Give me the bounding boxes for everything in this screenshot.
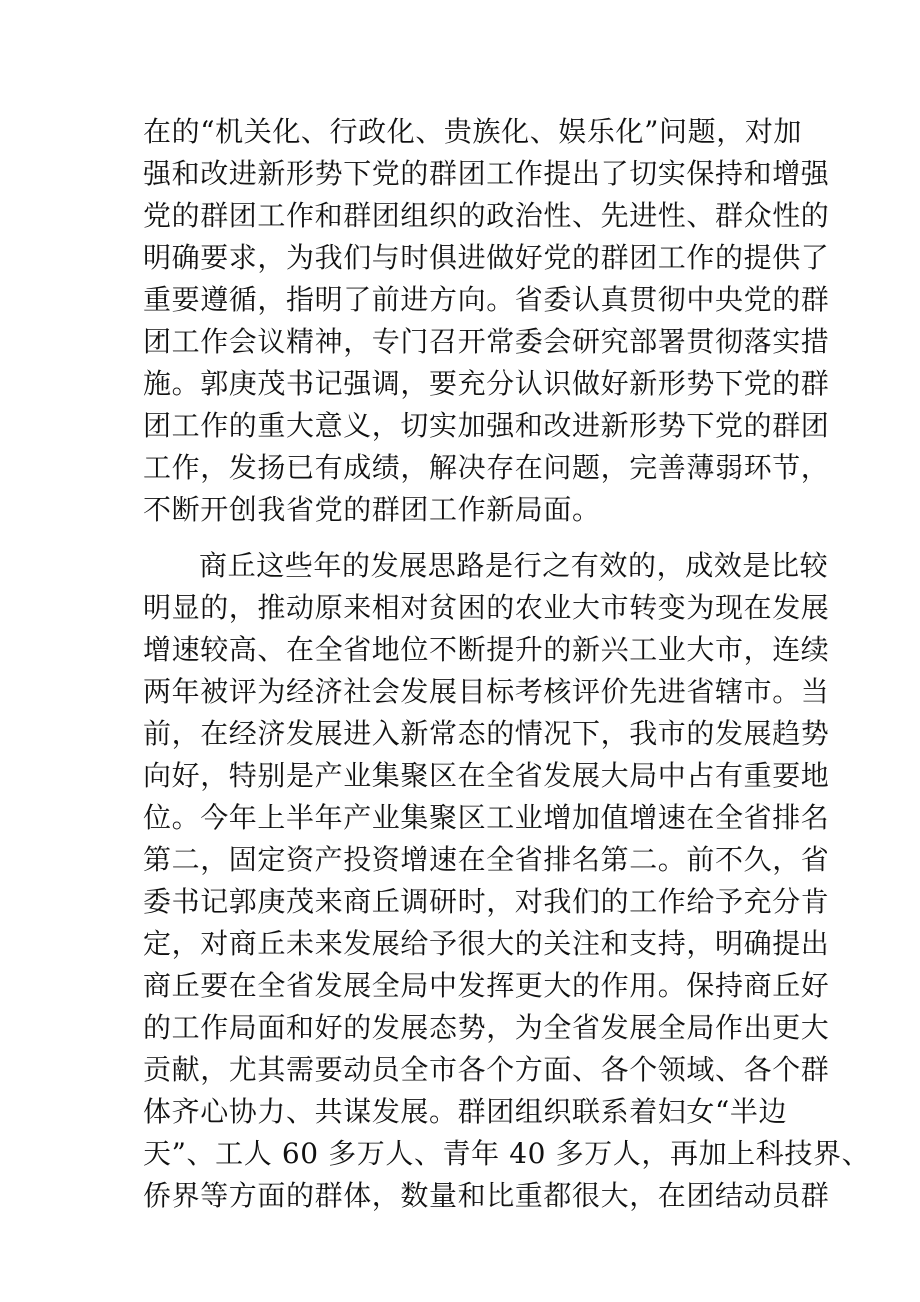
paragraph-1-line-1: 在的“机关化、行政化、贵族化、娱乐化”问题，对加 bbox=[143, 115, 803, 148]
paragraph-2-line-15: 天”、工人 60 多万人、青年 40 多万人，再加上科技界、 bbox=[143, 1137, 871, 1170]
paragraph-1-line-8: 团工作的重大意义，切实加强和改进新形势下党的群团 bbox=[143, 409, 830, 442]
paragraph-2-line-9: 委书记郭庚茂来商丘调研时，对我们的工作给予充分肯 bbox=[143, 885, 830, 918]
paragraph-1-line-6: 团工作会议精神，专门召开常委会研究部署贯彻落实措 bbox=[143, 325, 830, 358]
paragraph-2-line-11: 商丘要在全省发展全局中发挥更大的作用。保持商丘好 bbox=[143, 969, 830, 1002]
paragraph-2-line-4: 两年被评为经济社会发展目标考核评价先进省辖市。当 bbox=[143, 675, 830, 708]
paragraph-2-line-14: 体齐心协力、共谋发展。群团组织联系着妇女“半边 bbox=[143, 1095, 788, 1128]
paragraph-2-line-2: 明显的，推动原来相对贫困的农业大市转变为现在发展 bbox=[143, 591, 830, 624]
paragraph-1-line-5: 重要遵循，指明了前进方向。省委认真贯彻中央党的群 bbox=[143, 283, 830, 316]
paragraph-2-line-3: 增速较高、在全省地位不断提升的新兴工业大市，连续 bbox=[143, 633, 830, 666]
paragraph-1-line-7: 施。郭庚茂书记强调，要充分认识做好新形势下党的群 bbox=[143, 367, 830, 400]
paragraph-1-line-4: 明确要求，为我们与时俱进做好党的群团工作的提供了 bbox=[143, 241, 830, 274]
paragraph-1-line-9: 工作，发扬已有成绩，解决存在问题，完善薄弱环节， bbox=[143, 451, 830, 484]
paragraph-2-line-7: 位。今年上半年产业集聚区工业增加值增速在全省排名 bbox=[143, 801, 830, 834]
paragraph-1-line-3: 党的群团工作和群团组织的政治性、先进性、群众性的 bbox=[143, 199, 830, 232]
paragraph-2-line-10: 定，对商丘未来发展给予很大的关注和支持，明确提出 bbox=[143, 927, 830, 960]
paragraph-2-line-12: 的工作局面和好的发展态势，为全省发展全局作出更大 bbox=[143, 1011, 830, 1044]
paragraph-1-line-2: 强和改进新形势下党的群团工作提出了切实保持和增强 bbox=[143, 157, 830, 190]
paragraph-2-line-16: 侨界等方面的群体，数量和比重都很大，在团结动员群 bbox=[143, 1179, 830, 1212]
paragraph-2-line-13: 贡献，尤其需要动员全市各个方面、各个领域、各个群 bbox=[143, 1053, 830, 1086]
paragraph-2-line-1: 商丘这些年的发展思路是行之有效的，成效是比较 bbox=[199, 549, 829, 582]
paragraph-1-line-10: 不断开创我省党的群团工作新局面。 bbox=[143, 493, 601, 526]
paragraph-2-line-5: 前，在经济发展进入新常态的情况下，我市的发展趋势 bbox=[143, 717, 830, 750]
paragraph-2-line-8: 第二，固定资产投资增速在全省排名第二。前不久，省 bbox=[143, 843, 830, 876]
paragraph-2-line-6: 向好，特别是产业集聚区在全省发展大局中占有重要地 bbox=[143, 759, 830, 792]
